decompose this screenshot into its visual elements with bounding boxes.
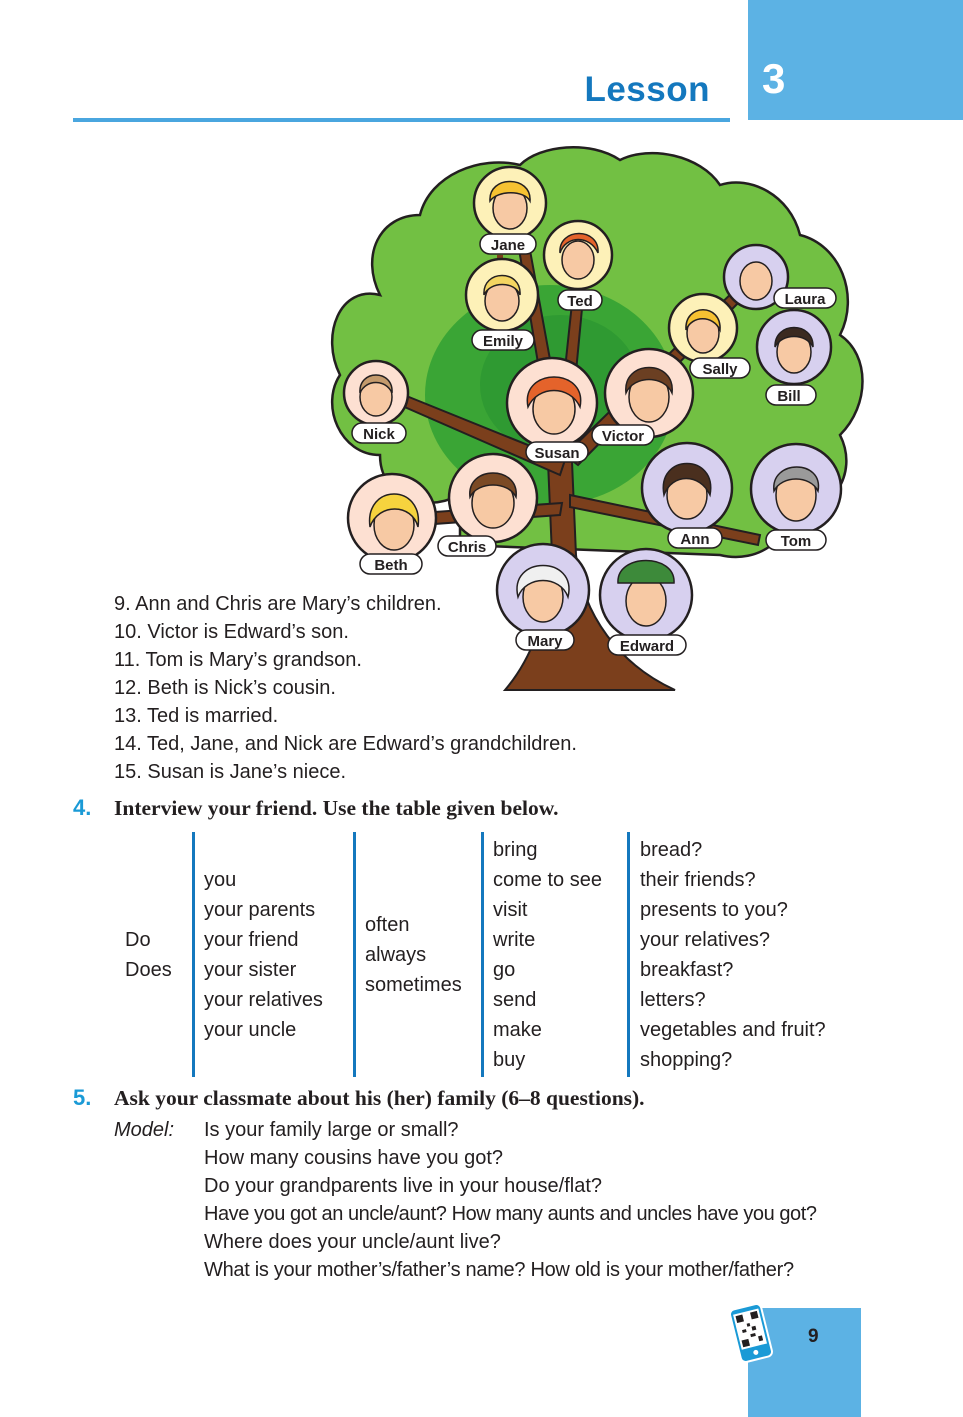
table-cell: bread? (640, 839, 703, 861)
table-cell: vegetables and fruit? (640, 1019, 826, 1041)
table-col-verb (493, 835, 602, 1075)
model-line: Do your grandparents live in your house/flat? (204, 1175, 603, 1197)
statement-9: 9. Ann and Chris are Mary’s children. (114, 593, 442, 615)
statement-15: 15. Susan is Jane’s niece. (114, 761, 347, 783)
name-tom: Tom (780, 533, 812, 550)
table-cell: your friend (204, 929, 299, 951)
name-jane: Jane (490, 237, 526, 254)
model-line: Where does your uncle/aunt live? (204, 1231, 501, 1253)
model-line: How many cousins have you got? (204, 1147, 504, 1169)
model-line: Have you got an uncle/aunt? How many aunts and uncles have you got? (204, 1203, 817, 1225)
name-bill: Bill (777, 388, 801, 405)
model-label: Model: (114, 1119, 175, 1141)
statement-13: 13. Ted is married. (114, 705, 279, 727)
statement-12: 12. Beth is Nick’s cousin. (114, 677, 336, 699)
table-cell: Does (125, 959, 172, 981)
lesson-title: Lesson (584, 70, 710, 109)
table-cell: your sister (204, 959, 297, 981)
name-sally: Sally (702, 361, 738, 378)
name-victor: Victor (601, 428, 645, 445)
qr-phone-icon[interactable] (727, 1302, 775, 1364)
exercise-5-number: 5. (73, 1085, 92, 1110)
table-cell: sometimes (365, 974, 462, 996)
lesson-number: 3 (762, 55, 786, 102)
table-divider-1 (192, 832, 195, 1077)
table-col-subject (204, 865, 323, 1045)
exercise-5-instruction: Ask your classmate about his (her) family (6–8 questions). (114, 1086, 645, 1110)
name-chris: Chris (447, 539, 487, 556)
name-laura: Laura (784, 291, 826, 308)
page-number: 9 (808, 1326, 819, 1347)
name-susan: Susan (534, 445, 580, 462)
table-col-adverb (365, 910, 462, 1000)
table-cell: letters? (640, 989, 706, 1011)
name-ann: Ann (680, 531, 710, 548)
table-cell: Do (125, 929, 151, 951)
table-divider-2 (353, 832, 356, 1077)
model-line: Is your family large or small? (204, 1119, 459, 1141)
table-cell: your relatives (204, 989, 323, 1011)
table-cell: write (493, 929, 536, 951)
exercise-4-instruction: Interview your friend. Use the table given below. (114, 796, 559, 820)
table-cell: their friends? (640, 869, 756, 891)
table-cell: often (365, 914, 410, 936)
table-cell: go (493, 959, 516, 981)
table-col-object (640, 835, 826, 1075)
statement-10: 10. Victor is Edward’s son. (114, 621, 349, 643)
table-col-auxiliary (125, 925, 172, 985)
name-nick: Nick (363, 426, 395, 443)
table-cell: send (493, 989, 537, 1011)
name-edward: Edward (619, 638, 675, 655)
statement-14: 14. Ted, Jane, and Nick are Edward’s grandchildren. (114, 733, 577, 755)
table-cell: breakfast? (640, 959, 734, 981)
table-cell: you (204, 869, 237, 891)
header-rule (73, 118, 730, 122)
statement-11: 11. Tom is Mary’s grandson. (114, 649, 362, 671)
name-mary: Mary (527, 633, 563, 650)
name-ted: Ted (567, 293, 593, 310)
table-cell: presents to you? (640, 899, 788, 921)
table-cell: bring (493, 839, 538, 861)
table-cell: your uncle (204, 1019, 297, 1041)
model-line: What is your mother’s/father’s name? How old is your mother/father? (204, 1259, 794, 1281)
name-emily: Emily (482, 333, 524, 350)
table-cell: come to see (493, 869, 602, 891)
table-divider-4 (627, 832, 630, 1077)
table-divider-3 (481, 832, 484, 1077)
table-cell: your parents (204, 899, 316, 921)
table-cell: your relatives? (640, 929, 771, 951)
name-beth: Beth (374, 557, 408, 574)
table-cell: always (365, 944, 427, 966)
table-cell: shopping? (640, 1049, 733, 1071)
table-cell: make (493, 1019, 542, 1041)
table-cell: buy (493, 1049, 526, 1071)
exercise-4-number: 4. (73, 795, 92, 820)
table-cell: visit (493, 899, 528, 921)
